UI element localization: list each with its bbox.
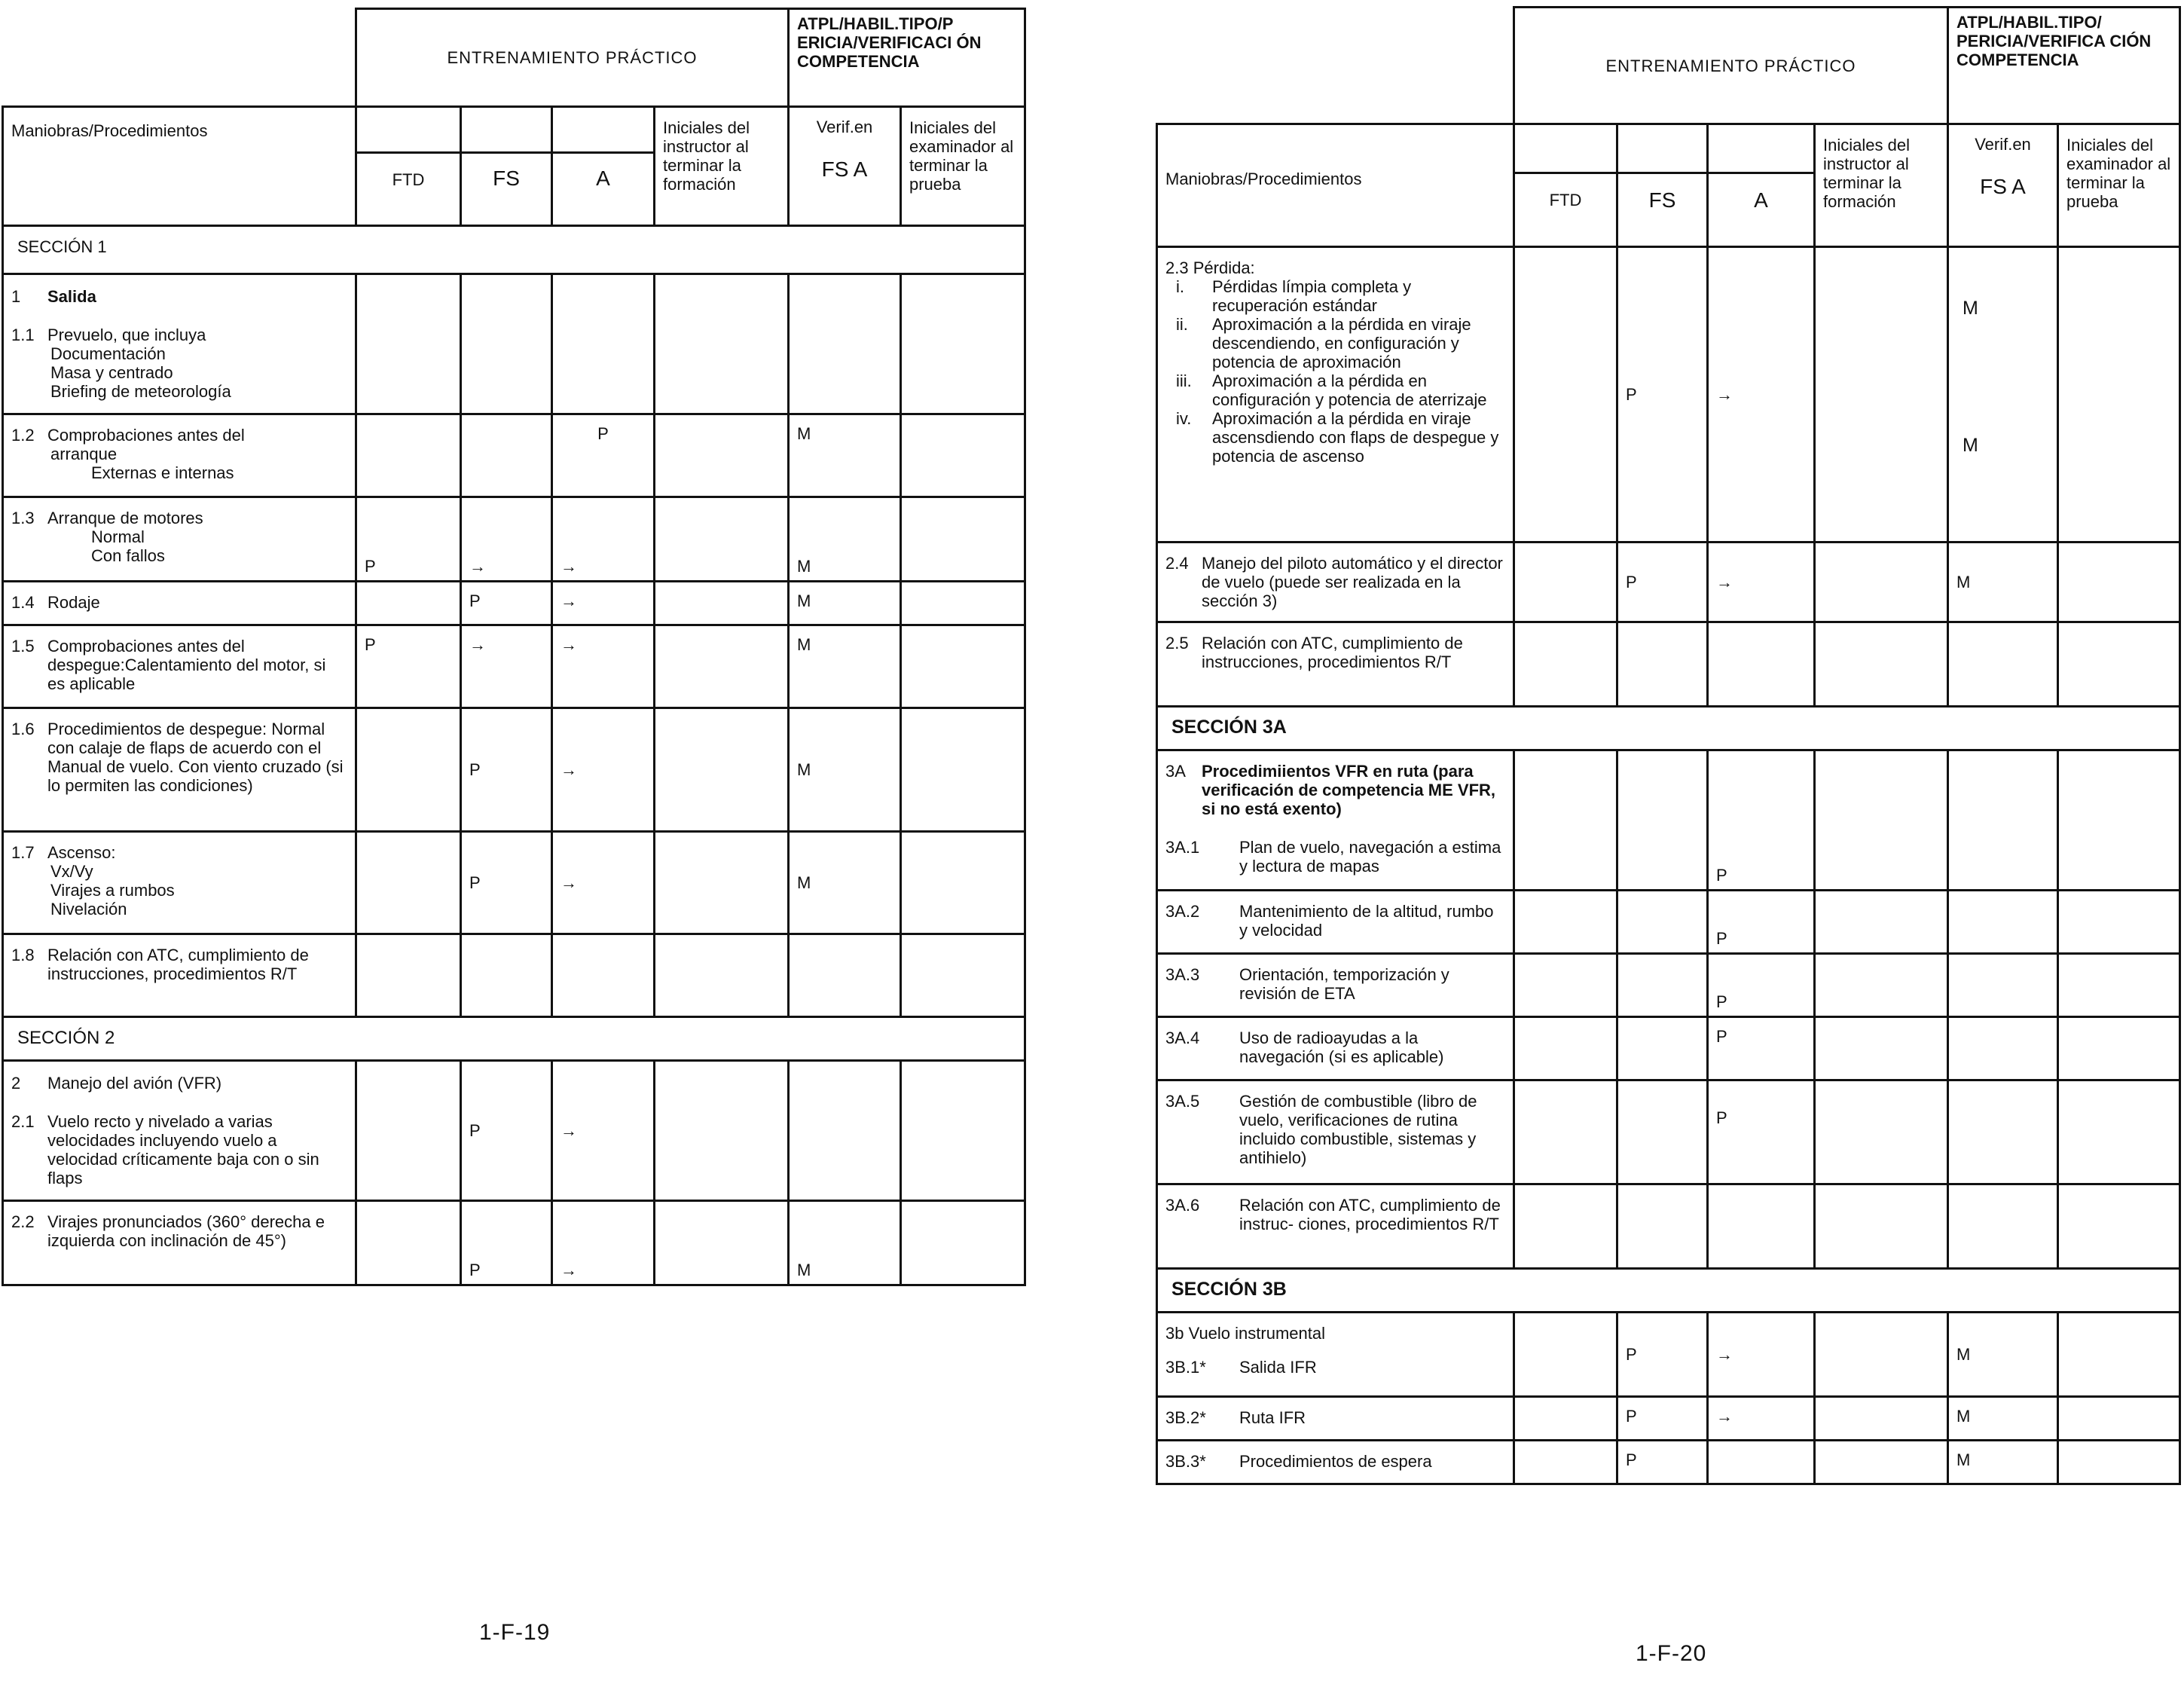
header-procedures-label: Maniobras/Procedimientos xyxy=(1165,169,1362,188)
col-a-label: A xyxy=(596,167,610,190)
row-number: 1.7 xyxy=(11,843,35,862)
table-row xyxy=(1157,1397,2180,1441)
table-row xyxy=(3,414,1025,497)
table-row xyxy=(3,708,1025,832)
row-number: 1 xyxy=(11,287,21,306)
row-text: Virajes a rumbos xyxy=(50,881,175,900)
cell-a: → xyxy=(552,1201,655,1285)
row-text: Virajes pronunciados (360° derecha e izquierda con inclinación de 45°) xyxy=(47,1212,325,1250)
cell-a: P xyxy=(1708,954,1815,1017)
row-1-7-procedure xyxy=(3,832,356,934)
cell-verif: M xyxy=(789,1201,901,1285)
table-row xyxy=(1157,954,2180,1017)
row-1-2-procedure xyxy=(3,414,356,497)
row-number: 2 xyxy=(11,1074,21,1093)
row-title: Pérdida: xyxy=(1193,258,1255,277)
table-row xyxy=(1157,543,2180,622)
section-1-heading: SECCIÓN 1 xyxy=(3,226,1025,274)
cell-a: → xyxy=(552,1061,655,1201)
cell-verif: M xyxy=(1948,543,2058,622)
verif-mark: M xyxy=(1963,298,1978,319)
row-text: Aproximación a la pérdida en viraje ascensdiendo con flaps de despegue y potencia de ascenso xyxy=(1212,409,1499,466)
left-training-table xyxy=(2,8,1026,1286)
header-a xyxy=(552,107,655,226)
col-verif-label: Verif.en xyxy=(1975,135,2031,154)
row-text: Relación con ATC, cumplimiento de instrucciones, procedimientos R/T xyxy=(1202,634,1463,671)
row-text: Plan de vuelo, navegación a estima y lectura de mapas xyxy=(1239,838,1501,876)
row-text: Relación con ATC, cumplimiento de instrucciones, procedimientos R/T xyxy=(47,946,309,983)
row-text: Uso de radioayudas a la navegación (si es aplicable) xyxy=(1239,1028,1444,1066)
cell-ftd: P xyxy=(356,625,461,708)
cell-verif: M xyxy=(789,582,901,625)
header-training: ENTRENAMIENTO PRÁCTICO xyxy=(356,9,789,107)
row-text: Externas e internas xyxy=(91,463,234,482)
row-number: 3A.3 xyxy=(1165,965,1200,984)
table-row xyxy=(3,582,1025,625)
header-ftd xyxy=(356,107,461,226)
cell-fs: P xyxy=(1617,1441,1708,1484)
cell-a: → xyxy=(552,708,655,832)
row-1-4-procedure xyxy=(3,582,356,625)
row-number: 3A.1 xyxy=(1165,838,1200,857)
page-number-left: 1-F-19 xyxy=(479,1620,551,1645)
header-fs xyxy=(1617,124,1708,247)
table-row xyxy=(1157,1017,2180,1080)
row-number: 3A.2 xyxy=(1165,902,1200,921)
cell-a: → xyxy=(552,625,655,708)
row-text: Documentación xyxy=(50,344,166,363)
cell-fs: P xyxy=(1617,1397,1708,1441)
row-text: Aproximación a la pérdida en viraje descendiendo, en configuración y potencia de aproximación xyxy=(1212,315,1471,371)
cell-verif: M xyxy=(789,497,901,582)
cell-verif: M xyxy=(789,832,901,934)
row-3b-procedure xyxy=(1157,1313,1514,1397)
cell-a: → xyxy=(552,497,655,582)
section-2-heading: SECCIÓN 2 xyxy=(3,1017,1025,1061)
col-fs-label: FS xyxy=(493,167,520,190)
cell-fs: P xyxy=(1617,1313,1708,1397)
row-3b3-procedure xyxy=(1157,1441,1514,1484)
row-3a2-procedure xyxy=(1157,891,1514,954)
row-3a4-procedure xyxy=(1157,1017,1514,1080)
item-number: iii. xyxy=(1176,371,1192,390)
row-text: Procedimientos de espera xyxy=(1239,1452,1432,1471)
page-number-right: 1-F-20 xyxy=(1636,1641,1707,1666)
table-row xyxy=(1157,1080,2180,1184)
row-text: Ruta IFR xyxy=(1239,1408,1306,1427)
row-text: Gestión de combustible (libro de vuelo, verificaciones de rutina incluido combustible, sistemas y antihielo) xyxy=(1239,1092,1477,1167)
row-text: Pérdidas límpia completa y recuperación estándar xyxy=(1212,277,1412,315)
row-number: 1.3 xyxy=(11,509,35,527)
row-number: 1.6 xyxy=(11,720,35,738)
row-number: 3A.5 xyxy=(1165,1092,1200,1111)
row-number: 1.5 xyxy=(11,637,35,656)
row-number: 3A xyxy=(1165,762,1186,781)
table-row xyxy=(1157,891,2180,954)
row-text: Procedimientos de despegue: Normal con calaje de flaps de acuerdo con el Manual de vuelo. Con viento cruzado (si lo permiten las condiciones) xyxy=(47,720,344,795)
header-procedures-label: Maniobras/Procedimientos xyxy=(11,121,208,140)
header-verif xyxy=(789,107,901,226)
row-title: Procedimiientos VFR en ruta (para verificación de competencia ME VFR, si no está exento) xyxy=(1202,762,1496,818)
row-text: Manejo del piloto automático y el director de vuelo (puede ser realizada en la sección 3) xyxy=(1202,554,1503,610)
row-text: Normal xyxy=(91,527,145,546)
row-text: Prevuelo, que incluya xyxy=(47,326,206,344)
row-text: Orientación, temporización y revisión de ETA xyxy=(1239,965,1449,1003)
cell-a: P xyxy=(1708,1017,1815,1080)
row-1-5-procedure xyxy=(3,625,356,708)
item-number: iv. xyxy=(1176,409,1192,428)
item-number: i. xyxy=(1176,277,1184,296)
header-a xyxy=(1708,124,1815,247)
table-row xyxy=(3,497,1025,582)
header-instructor: Iniciales del instructor al terminar la formación xyxy=(1815,124,1948,247)
header-atpl: ATPL/HABIL.TIPO/ PERICIA/VERIFICA CIÓN COMPETENCIA xyxy=(1948,8,2180,124)
row-number: 1.2 xyxy=(11,426,35,445)
table-row xyxy=(1157,1184,2180,1269)
row-3a-procedure xyxy=(1157,750,1514,891)
cell-a: → xyxy=(1708,1397,1815,1441)
table-row xyxy=(3,274,1025,414)
row-2-4-procedure xyxy=(1157,543,1514,622)
header-procedures xyxy=(1157,124,1514,247)
row-text: Salida IFR xyxy=(1239,1358,1317,1377)
row-text: Masa y centrado xyxy=(50,363,173,382)
item-number: ii. xyxy=(1176,315,1188,334)
header-ftd xyxy=(1514,124,1617,247)
row-number: 1.4 xyxy=(11,593,35,612)
row-number: 2.4 xyxy=(1165,554,1189,573)
header-training: ENTRENAMIENTO PRÁCTICO xyxy=(1514,8,1948,124)
row-1-8-procedure xyxy=(3,934,356,1017)
col-a-label: A xyxy=(1754,188,1768,212)
cell-fs: P xyxy=(461,1201,552,1285)
cell-fs: P xyxy=(461,1061,552,1201)
cell-a: → xyxy=(1708,247,1815,543)
row-text: Vuelo recto y nivelado a varias velocidades incluyendo vuelo a velocidad críticamente baja con o sin flaps xyxy=(47,1112,319,1187)
col-verif-sub: FS A xyxy=(821,157,868,181)
row-text: Ascenso: xyxy=(47,843,116,862)
table-row xyxy=(3,1201,1025,1285)
table-row xyxy=(1157,1313,2180,1397)
row-text: arranque xyxy=(50,445,118,463)
table-row xyxy=(1157,622,2180,707)
header-atpl: ATPL/HABIL.TIPO/P ERICIA/VERIFICACI ÓN COMPETENCIA xyxy=(789,9,1025,107)
cell-verif: M xyxy=(789,708,901,832)
row-1-procedure xyxy=(3,274,356,414)
row-number: 1.1 xyxy=(11,326,35,344)
cell-a: → xyxy=(552,832,655,934)
col-ftd-label: FTD xyxy=(392,170,425,189)
row-number: 3A.6 xyxy=(1165,1196,1200,1215)
cell-a: P xyxy=(1708,1080,1815,1184)
cell-verif: M xyxy=(789,625,901,708)
row-2-2-procedure xyxy=(3,1201,356,1285)
row-number: 1.8 xyxy=(11,946,35,964)
table-row xyxy=(3,832,1025,934)
row-text: Mantenimiento de la altitud, rumbo y velocidad xyxy=(1239,902,1494,940)
row-number: 3B.1* xyxy=(1165,1358,1206,1377)
row-1-3-procedure xyxy=(3,497,356,582)
row-text: Rodaje xyxy=(47,593,100,612)
row-3a6-procedure xyxy=(1157,1184,1514,1269)
table-row xyxy=(3,1061,1025,1201)
row-number: 2.3 xyxy=(1165,258,1189,277)
section-3a-heading: SECCIÓN 3A xyxy=(1157,707,2180,750)
row-text: Relación con ATC, cumplimiento de instruc- ciones, procedimientos R/T xyxy=(1239,1196,1501,1233)
row-2-3-procedure xyxy=(1157,247,1514,543)
right-training-table xyxy=(1156,6,2181,1485)
table-row xyxy=(3,934,1025,1017)
table-row xyxy=(1157,1441,2180,1484)
header-instructor: Iniciales del instructor al terminar la formación xyxy=(655,107,789,226)
cell-verif: M xyxy=(1948,1313,2058,1397)
cell-verif xyxy=(1948,247,2058,543)
cell-verif: M xyxy=(1948,1397,2058,1441)
cell-verif: M xyxy=(789,414,901,497)
cell-a: → xyxy=(1708,543,1815,622)
row-text: Comprobaciones antes del xyxy=(47,426,245,445)
cell-verif: M xyxy=(1948,1441,2058,1484)
table-row xyxy=(1157,750,2180,891)
row-number: 3A.4 xyxy=(1165,1028,1200,1047)
row-number: 2.2 xyxy=(11,1212,35,1231)
table-row xyxy=(1157,247,2180,543)
col-fs-label: FS xyxy=(1648,188,1676,212)
row-text: Arranque de motores xyxy=(47,509,203,527)
row-text: Aproximación a la pérdida en configuración y potencia de aterrizaje xyxy=(1212,371,1487,409)
header-fs xyxy=(461,107,552,226)
cell-fs: P xyxy=(461,832,552,934)
row-text: Vx/Vy xyxy=(50,862,93,881)
row-title: 3b Vuelo instrumental xyxy=(1165,1324,1325,1343)
row-3a5-procedure xyxy=(1157,1080,1514,1184)
row-1-6-procedure xyxy=(3,708,356,832)
col-verif-label: Verif.en xyxy=(816,118,873,136)
header-examiner: Iniciales del examinador al terminar la prueba xyxy=(2058,124,2180,247)
row-number: 3B.2* xyxy=(1165,1408,1206,1427)
row-3a3-procedure xyxy=(1157,954,1514,1017)
row-title: Salida xyxy=(47,287,96,306)
section-3b-heading: SECCIÓN 3B xyxy=(1157,1269,2180,1313)
row-number: 3B.3* xyxy=(1165,1452,1206,1471)
cell-fs: P xyxy=(1617,543,1708,622)
cell-fs: P xyxy=(1617,247,1708,543)
row-text: Briefing de meteorología xyxy=(50,382,231,401)
col-verif-sub: FS A xyxy=(1980,175,2026,198)
row-text: Nivelación xyxy=(50,900,127,918)
cell-fs: P xyxy=(461,582,552,625)
row-2-procedure xyxy=(3,1061,356,1201)
cell-a: P xyxy=(552,414,655,497)
row-text: Con fallos xyxy=(91,546,165,565)
cell-a: P xyxy=(1708,891,1815,954)
row-3b2-procedure xyxy=(1157,1397,1514,1441)
row-number: 2.5 xyxy=(1165,634,1189,653)
row-text: Comprobaciones antes del despegue:Calentamiento del motor, si es aplicable xyxy=(47,637,326,693)
cell-a: → xyxy=(1708,1313,1815,1397)
header-verif xyxy=(1948,124,2058,247)
header-examiner: Iniciales del examinador al terminar la prueba xyxy=(901,107,1025,226)
col-ftd-label: FTD xyxy=(1549,191,1582,209)
header-blank xyxy=(1157,8,1514,124)
cell-ftd: P xyxy=(356,497,461,582)
row-number: 2.1 xyxy=(11,1112,35,1131)
row-title: Manejo del avión (VFR) xyxy=(47,1074,222,1093)
cell-fs: → xyxy=(461,625,552,708)
row-2-5-procedure xyxy=(1157,622,1514,707)
cell-fs: P xyxy=(461,708,552,832)
cell-a: → xyxy=(552,582,655,625)
header-procedures xyxy=(3,107,356,226)
cell-fs: → xyxy=(461,497,552,582)
cell-a: P xyxy=(1708,750,1815,891)
header-blank xyxy=(3,9,356,107)
verif-mark: M xyxy=(1963,435,1978,456)
table-row xyxy=(3,625,1025,708)
